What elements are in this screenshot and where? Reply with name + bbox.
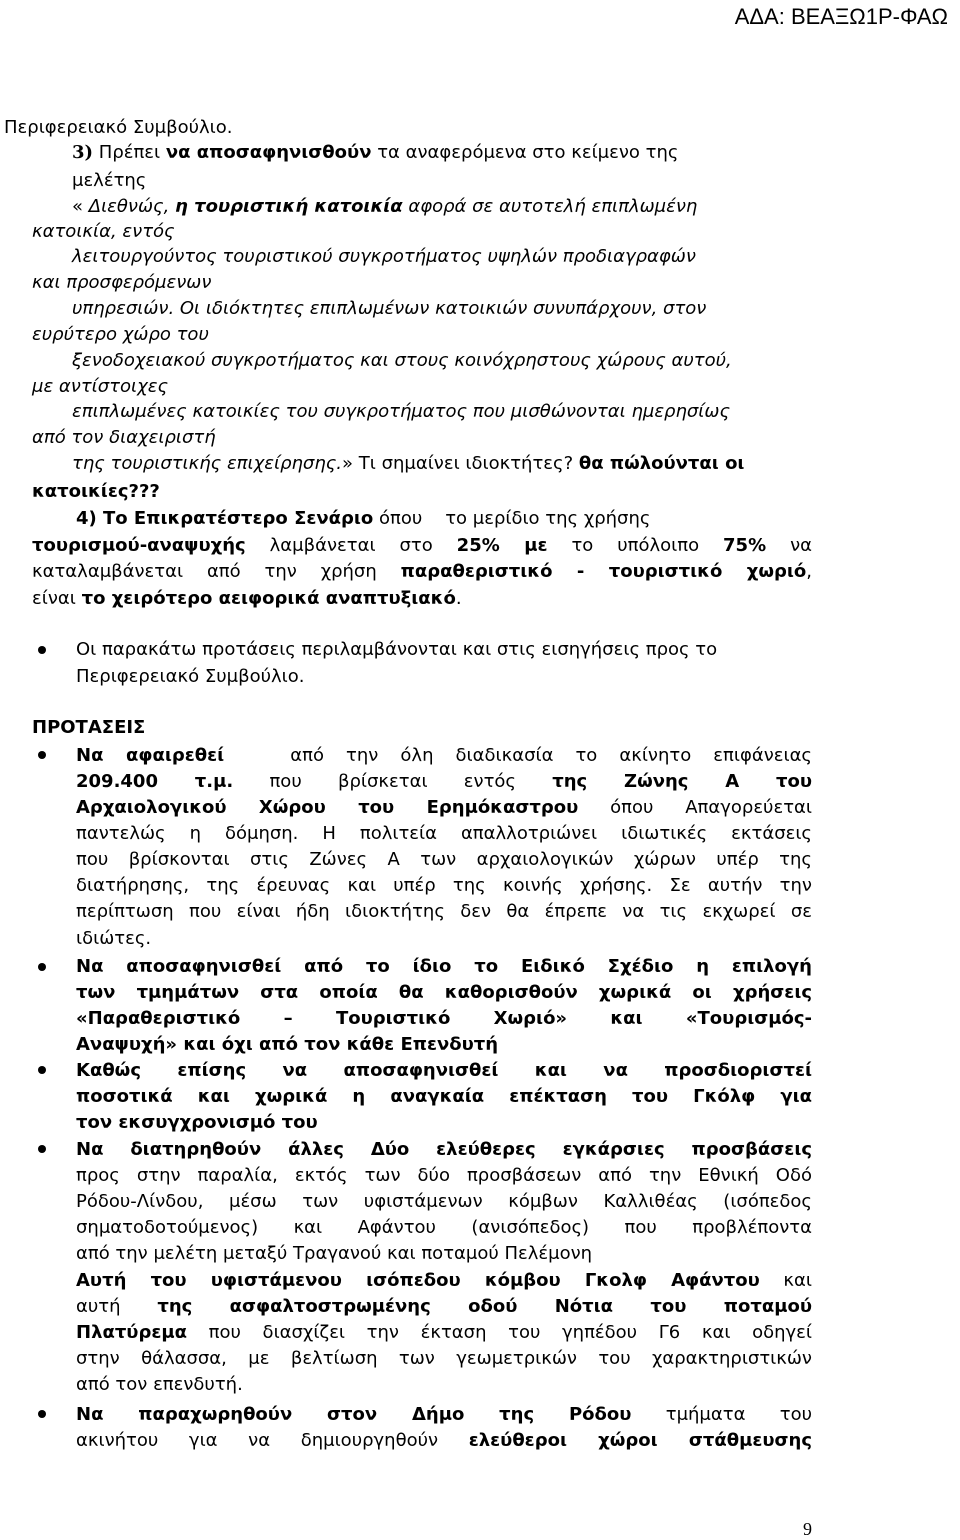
text-line: αυτή της ασφαλτοστρωμένης οδού Νότια του ποταμού xyxy=(76,1296,812,1317)
text-line: ακινήτου για να δημιουργηθούν ελεύθεροι χώροι στάθμευσης xyxy=(76,1430,813,1451)
text-line: παντελώς η δόμηση. Η πολιτεία απαλλοτριώνει ιδιωτικές εκτάσεις xyxy=(76,823,812,844)
text-line: καταλαμβάνεται από την χρήση παραθεριστικό - τουριστικό χωριό, xyxy=(32,561,812,582)
bullet-icon xyxy=(38,1066,46,1074)
text-line: ξενοδοχειακού συγκροτήματος και στους κοινόχρηστους χώρους αυτού, xyxy=(72,350,732,371)
text-line: από τον διαχειριστή xyxy=(32,427,216,448)
text-line: της τουριστικής επιχείρησης.» Τι σημαίνει ιδιοκτήτες? θα πώλούνται οι xyxy=(72,453,745,474)
text-line: Καθώς επίσης να αποσαφηνισθεί και να προσδιοριστεί xyxy=(76,1060,812,1081)
text-line: διατήρησης, της έρευνας και υπέρ της κοινής χρήσης. Σε αυτήν την xyxy=(76,875,812,896)
text-line: με αντίστοιχες xyxy=(32,376,169,397)
section-heading: ΠΡΟΤΑΣΕΙΣ xyxy=(32,717,146,738)
text-line: Αυτή του υφιστάμενου ισόπεδου κόμβου Γκολφ Αφάντου και xyxy=(76,1270,812,1291)
text-line: κατοικίες??? xyxy=(32,481,160,502)
bullet-icon xyxy=(38,1410,46,1418)
text-line: υπηρεσιών. Οι ιδιόκτητες επιπλωμένων κατοικιών συνυπάρχουν, στον xyxy=(72,298,707,319)
text-line: από τον επενδυτή. xyxy=(76,1374,243,1395)
text-line: Να διατηρηθούν άλλες Δύο ελεύθερες εγκάρσιες προσβάσεις xyxy=(76,1139,812,1160)
text-line: Αναψυχή» και όχι από τον κάθε Επενδυτή xyxy=(76,1034,499,1055)
text-line: ποσοτικά και χωρικά η αναγκαία επέκταση του Γκόλφ για xyxy=(76,1086,812,1107)
bullet-icon xyxy=(38,1145,46,1153)
text-line: ευρύτερο χώρο του xyxy=(32,324,209,345)
text-line: και προσφερόμενων xyxy=(32,272,212,293)
text-line: επιπλωμένες κατοικίες του συγκροτήματος που μισθώνονται ημερησίως xyxy=(72,401,731,422)
text-line: Περιφερειακό Συμβούλιο. xyxy=(4,117,233,138)
text-line: των τμημάτων στα οποία θα καθορισθούν χωρικά οι χρήσεις xyxy=(76,982,812,1003)
text-line: στην θάλασσα, με βελτίωση των γεωμετρικών του χαρακτηριστικών xyxy=(76,1348,812,1369)
text-line: που βρίσκονται στις Ζώνες Α των αρχαιολογικών χώρων υπέρ της xyxy=(76,849,812,870)
bullet-icon xyxy=(38,646,46,654)
bullet-icon xyxy=(38,963,46,971)
text-line: «Παραθεριστικό – Τουριστικό Χωριό» και «Τουρισμός- xyxy=(76,1008,812,1029)
text-line: Να αφαιρεθεί από την όλη διαδικασία το ακίνητο επιφάνειας xyxy=(76,745,812,766)
text-line: Να παραχωρηθούν στον Δήμο της Ρόδου τμήματα του xyxy=(76,1404,812,1425)
text-line: από την μελέτη μεταξύ Τραγανού και ποταμού Πελέμονη xyxy=(76,1243,593,1264)
text-line: Ρόδου-Λίνδου, μέσω των υφιστάμενων κόμβων Καλλιθέας (ισόπεδος xyxy=(76,1191,812,1212)
text-line: περίπτωση που είναι ήδη ιδιοκτήτης δεν θα έπρεπε να τις εκχωρεί σε xyxy=(76,901,812,922)
text-line: προς στην παραλία, εκτός των δύο προσβάσεων από την Εθνική Οδό xyxy=(76,1165,812,1186)
text-line: τουρισμού-αναψυχής λαμβάνεται στο 25% με το υπόλοιπο 75% να xyxy=(32,535,812,556)
text-line: 4) Το Επικρατέστερο Σενάριο όπου το μερίδιο της χρήσης xyxy=(76,508,651,529)
text-line: Περιφερειακό Συμβούλιο. xyxy=(76,666,305,687)
text-line: Πλατύρεμα που διασχίζει την έκταση του γηπέδου Γ6 και οδηγεί xyxy=(76,1322,812,1343)
text-line: σηματοδοτούμενος) και Αφάντου (ανισόπεδος) που προβλέποντα xyxy=(76,1217,812,1238)
text-line: Να αποσαφηνισθεί από το ίδιο το Ειδικό Σχέδιο η επιλογή xyxy=(76,956,812,977)
text-line: μελέτης xyxy=(72,170,147,191)
ada-code: ΑΔΑ: ΒΕΑΞΩ1Ρ-ΦΑΩ xyxy=(734,4,948,29)
page-number: 9 xyxy=(803,1519,812,1539)
text-line: τον εκσυγχρονισμό του xyxy=(76,1112,318,1133)
text-line: είναι το χειρότερο αειφορικά αναπτυξιακό. xyxy=(32,588,462,609)
text-line: 3) Πρέπει να αποσαφηνισθούν τα αναφερόμενα στο κείμενο της xyxy=(72,142,679,163)
text-line: 209.400 τ.μ. που βρίσκεται εντός της Ζώνης Α του xyxy=(76,771,812,792)
text-line: « Διεθνώς, η τουριστική κατοικία αφορά σε αυτοτελή επιπλωμένη xyxy=(72,196,698,217)
text-line: Αρχαιολογικού Χώρου του Ερημόκαστρου όπου Απαγορεύεται xyxy=(76,797,812,818)
text-line: ιδιώτες. xyxy=(76,928,152,949)
text-line: λειτουργούντος τουριστικού συγκροτήματος υψηλών προδιαγραφών xyxy=(72,246,696,267)
text-line: Οι παρακάτω προτάσεις περιλαμβάνονται και στις εισηγήσεις προς το xyxy=(76,639,718,660)
text-line: κατοικία, εντός xyxy=(32,221,175,242)
bullet-icon xyxy=(38,751,46,759)
